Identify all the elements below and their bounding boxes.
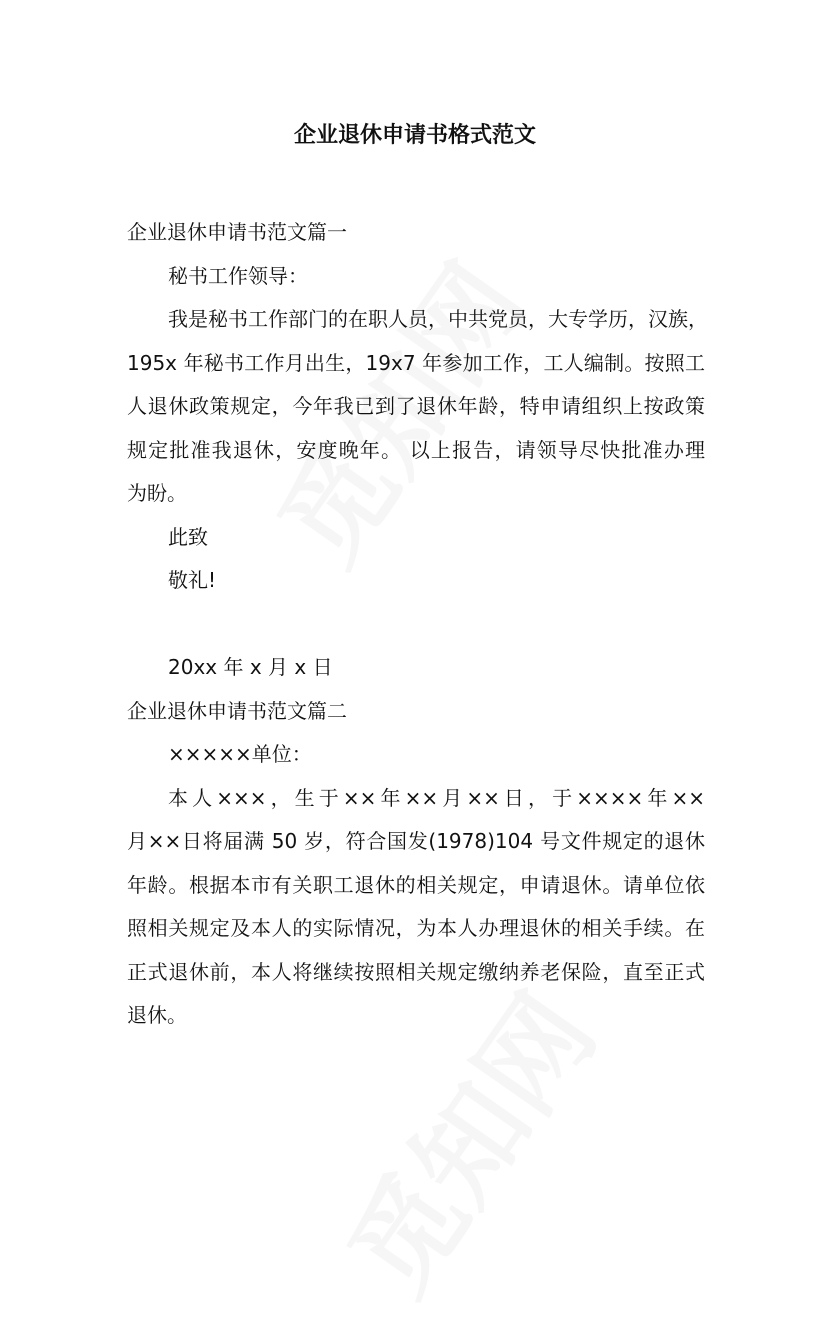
paragraph-line: 月××日将届满 50 岁，符合国发(1978)104 号文件规定的退休 [127,829,705,853]
paragraph-line: 年龄。根据本市有关职工退休的相关规定，申请退休。请单位依 [127,872,705,897]
closing: 敬礼! [168,568,217,592]
section-heading: 企业退休申请书范文篇一 [127,220,347,244]
paragraph-line: 退休。 [127,1003,187,1027]
paragraph-line: 为盼。 [127,481,187,505]
paragraph-line: 正式退休前，本人将继续按照相关规定缴纳养老保险，直至正式 [127,959,705,984]
paragraph-line: 照相关规定及本人的实际情况，为本人办理退休的相关手续。在 [127,916,705,940]
document-title: 企业退休申请书格式范文 [293,123,536,148]
paragraph-line: 195x 年秘书工作月出生，19x7 年参加工作，工人编制。按照工 [127,350,705,375]
paragraph-line: 人退休政策规定，今年我已到了退休年龄，特申请组织上按政策 [127,394,705,418]
paragraph-line: 本人×××，生于××年××月××日，于××××年×× [168,785,705,810]
section-heading: 企业退休申请书范文篇二 [127,698,347,723]
paragraph-line: 我是秘书工作部门的在职人员，中共党员，大专学历，汉族， [168,307,708,331]
salutation: ×××××单位： [168,742,312,766]
closing: 此致 [168,524,208,549]
date: 20xx 年 x 月 x 日 [168,655,333,679]
paragraph-line: 规定批准我退休，安度晚年。 以上报告，请领导尽快批准办理 [127,437,705,462]
blank-line [127,603,705,647]
document-body [127,211,708,1038]
salutation: 秘书工作领导： [168,263,308,288]
